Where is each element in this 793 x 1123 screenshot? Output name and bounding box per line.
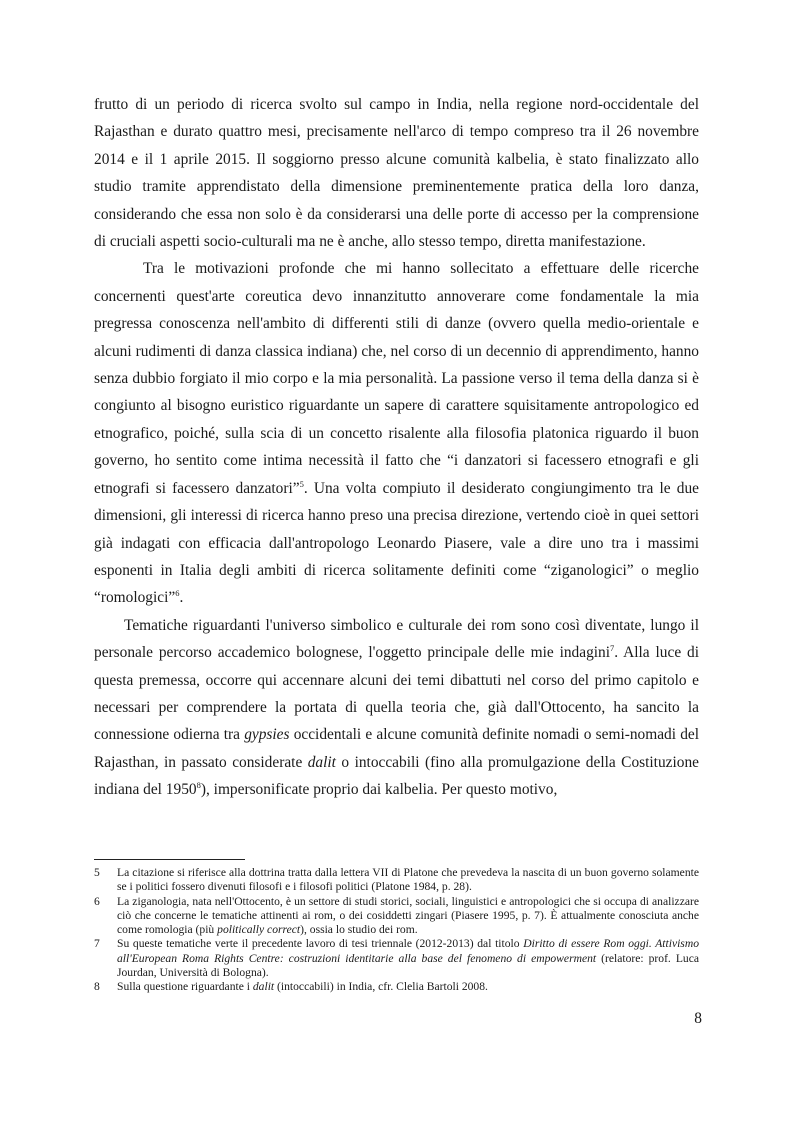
footnote-number: 8 [94,980,100,994]
footnote-ref-5[interactable]: 5 [299,478,304,489]
footnote-text: La citazione si riferisce alla dottrina tratta dalla lettera VII di Platone che prevedeva la nascita di un buon governo solamente se i politici fossero divenuti filosofi e i filosofi politici (Platone 1984, p. 28). [117,866,699,894]
footnote-ref-6[interactable]: 6 [175,588,180,599]
footnote-ref-8[interactable]: 8 [196,780,201,791]
footnote-separator [94,859,245,860]
footnotes [94,866,699,995]
paragraph-2: Tra le motivazioni profonde che mi hanno sollecitato a effettuare delle ricerche concernenti quest'arte coreutica devo innanzitutto annoverare come fondamentale la mia pregressa conoscenza nell'ambito di differenti stili di danze (ovvero quella medio-orientale e alcuni rudimenti di danza classica indiana) che, nel corso di un decennio di apprendimento, hanno senza dubbio forgiato il mio corpo e la mia personalità. La passione verso il tema della danza si è congiunto al bisogno euristico riguardante un sapere di carattere squisitamente antropologico ed etnografico, poiché, sulla scia di un concetto risalente alla filosofia platonica riguardo il buon governo, ho sentito come intima necessità il fatto che “i danzatori si facessero etnografi e gli etnografi si facessero danzatori”$^5$. Una volta compiuto il desiderato congiungimento tra le due dimensioni, gli interessi di ricerca hanno preso una precisa direzione, vertendo cioè in quei settori già indagati con efficacia dall'antropologo Leonardo Piasere, vale a dire uno tra i massimi esponenti in Italia degli ambiti di ricerca solitamente definiti come “ziganologici” o meglio “romologici”$^6$. [94,260,699,607]
page-number: 8 [694,1010,702,1027]
body-text [94,91,699,804]
footnote-number: 5 [94,866,100,879]
footnote-5 [94,866,699,895]
footnote-text: La ziganologia, nata nell'Ottocento, è un settore di studi storici, sociali, linguistici e antropologici che si occupa di analizzare ciò che concerne le tematiche attinenti ai rom, o dei cosiddetti zingari (Piasere 1995, p. 7). È attualmente conosciuta anche come romologia (più politically correct), ossia lo studio dei rom. [117,894,699,937]
footnote-text: Sulla questione riguardante i dalit (intoccabili) in India, cfr. Clelia Bartoli 2008. [117,980,488,994]
footnote-8 [94,980,699,994]
paragraph-1: frutto di un periodo di ricerca svolto sul campo in India, nella regione nord-occidentale del Rajasthan e durato quattro mesi, precisamente nell'arco di tempo compreso tra il 26 novembre 2014 e il 1 aprile 2015. Il soggiorno presso alcune comunità kalbelia, è stato finalizzato allo studio tramite apprendistato della dimensione preminentemente pratica della loro danza, considerando che essa non solo è da considerarsi una delle porte di accesso per la comprensione di cruciali aspetti socio-culturali ma ne è anche, allo stesso tempo, diretta manifestazione. [94,96,699,251]
footnote-ref-7[interactable]: 7 [610,643,615,654]
footnote-number: 6 [94,894,100,908]
footnote-number: 7 [94,937,100,951]
footnote-text: Su queste tematiche verte il precedente lavoro di tesi triennale (2012-2013) dal titolo Diritto di essere Rom oggi. Attivismo all'European Roma Rights Centre: costruzioni identitarie alla base del fenomeno di empowerment (relatore: prof. Luca Jourdan, Università di Bologna). [117,937,699,980]
footnote-7 [94,937,699,980]
term-gypsies: gypsies [244,726,290,744]
footnote-6 [94,895,699,938]
term-dalit: dalit [307,753,336,771]
paragraph-3: Tematiche riguardanti l'universo simbolico e culturale dei rom sono così diventate, lungo il personale percorso accademico bolognese, l'oggetto principale delle mie indagini$^7$. Alla luce di questa premessa, occorre qui accennare alcuni dei temi dibattuti nel corso del primo capitolo e necessari per comprendere la portata di quella teoria che, già dall'Ottocento, ha sancito la connessione odierna tra gypsies occidentali e alcune comunità definite nomadi o semi-nomadi del Rajasthan, in passato considerate dalit o intoccabili (fino alla promulgazione della Costituzione indiana del 1950$^8$), impersonificate proprio dai kalbelia. Per questo motivo, [94,616,700,799]
